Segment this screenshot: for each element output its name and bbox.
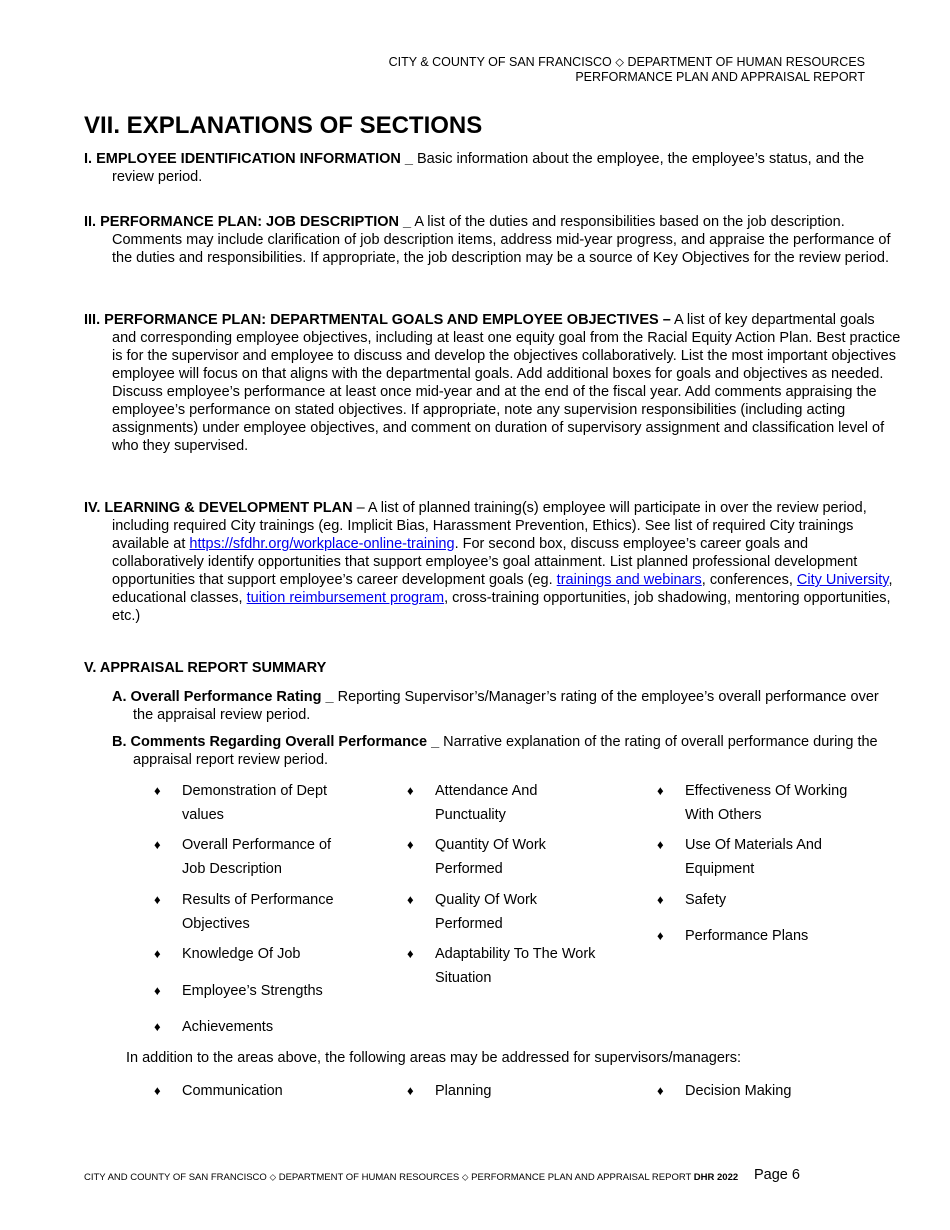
list-item-line: Objectives: [182, 916, 250, 932]
section-5-heading: V. APPRAISAL REPORT SUMMARY: [84, 660, 327, 676]
section-4-text-4: , educational classes,: [112, 572, 893, 606]
supervisor-note: In addition to the areas above, the following areas may be addressed for supervisors/managers:: [126, 1050, 741, 1066]
list-item-line: Job Description: [182, 861, 282, 877]
footer-code: DHR 2022: [693, 1172, 739, 1183]
diamond-bullet-icon: ♦: [657, 928, 664, 943]
online-training-link[interactable]: https://sfdhr.org/workplace-online-training: [189, 536, 455, 552]
list-item-line: Knowledge Of Job: [182, 946, 301, 962]
subsection-b: [112, 733, 893, 769]
list-item-line: Planning: [435, 1083, 492, 1099]
footer-text: CITY AND COUNTY OF SAN FRANCISCO ⬦ DEPARTMENT OF HUMAN RESOURCES ⬦ PERFORMANCE PLAN AND APPRAISAL REPORT: [84, 1172, 694, 1183]
section-2-text: A list of the duties and responsibilities based on the job description. Comments may include clarification of job description items, address mid-year progress, and appraise the performance of the duties and responsibilities. If appropriate, the job description may be a source of Key Objectives for the review period.: [112, 214, 891, 266]
list-item-line: Demonstration of Dept: [182, 783, 328, 799]
diamond-bullet-icon: ♦: [657, 783, 664, 798]
list-item-line: Achievements: [182, 1019, 274, 1035]
subsection-b-text: Narrative explanation of the rating of overall performance during the appraisal report review period.: [133, 734, 878, 768]
diamond-bullet-icon: ♦: [154, 983, 161, 998]
list-item-line: Attendance And: [435, 783, 538, 799]
list-item-line: Decision Making: [685, 1083, 792, 1099]
section-2-heading: II. PERFORMANCE PLAN: JOB DESCRIPTION _: [84, 214, 412, 230]
list-item-line: Performance Plans: [685, 928, 809, 944]
diamond-bullet-icon: ♦: [407, 946, 414, 961]
diamond-bullet-icon: ♦: [154, 1019, 161, 1034]
list-item-line: With Others: [685, 807, 762, 823]
diamond-bullet-icon: ♦: [407, 1083, 414, 1098]
section-3: [84, 311, 902, 455]
diamond-bullet-icon: ♦: [407, 892, 414, 907]
section-4-text-1: – A list of planned training(s) employee will participate in over the review period, including required City trainings (eg. Implicit Bias, Harassment Prevention, Ethics). See list of required City trainings available at: [112, 500, 867, 552]
section-1: [84, 150, 902, 186]
diamond-bullet-icon: ♦: [154, 1083, 161, 1098]
list-item-line: values: [182, 807, 224, 823]
tuition-reimbursement-link[interactable]: tuition reimbursement program: [246, 590, 445, 606]
section-1-heading: I. EMPLOYEE IDENTIFICATION INFORMATION _: [84, 151, 413, 167]
diamond-bullet-icon: ♦: [154, 946, 161, 961]
list-item-line: Effectiveness Of Working: [685, 783, 848, 799]
diamond-bullet-icon: ♦: [657, 892, 664, 907]
header-line-1: CITY & COUNTY OF SAN FRANCISCO ⬦ DEPARTMENT OF HUMAN RESOURCES: [388, 55, 865, 69]
diamond-bullet-icon: ♦: [154, 783, 161, 798]
trainings-webinars-link[interactable]: trainings and webinars: [556, 572, 702, 588]
list-item-line: Employee’s Strengths: [182, 983, 323, 999]
section-4: [84, 499, 902, 625]
diamond-bullet-icon: ♦: [407, 783, 414, 798]
section-3-heading: III. PERFORMANCE PLAN: DEPARTMENTAL GOALS AND EMPLOYEE OBJECTIVES –: [84, 312, 671, 328]
list-item-line: Quality Of Work: [435, 892, 538, 908]
list-item-line: Punctuality: [435, 807, 506, 823]
list-item-line: Performed: [435, 916, 503, 932]
list-item-line: Performed: [435, 861, 503, 877]
list-item-line: Situation: [435, 970, 492, 986]
page-title: VII. EXPLANATIONS OF SECTIONS: [84, 112, 483, 139]
diamond-bullet-icon: ♦: [154, 892, 161, 907]
section-4-text-3: , conferences,: [701, 572, 797, 588]
section-4-text-5: , cross-training opportunities, job shadowing, mentoring opportunities, etc.): [112, 590, 891, 624]
list-item-line: Results of Performance: [182, 892, 334, 908]
diamond-bullet-icon: ♦: [657, 837, 664, 852]
city-university-link[interactable]: City University: [796, 572, 889, 588]
subsection-b-heading: B. Comments Regarding Overall Performance _: [112, 734, 440, 750]
section-2: [84, 213, 902, 267]
footer: [84, 1172, 738, 1183]
diamond-bullet-icon: ♦: [407, 837, 414, 852]
list-item-line: Use Of Materials And: [685, 837, 822, 853]
list-item-line: Communication: [182, 1083, 283, 1099]
section-1-text: Basic information about the employee, the employee’s status, and the review period.: [112, 151, 865, 185]
page-number: Page 6: [754, 1167, 800, 1183]
list-item-line: Equipment: [685, 861, 755, 877]
section-3-text: A list of key departmental goals and corresponding employee objectives, including at least one equity goal from the Racial Equity Action Plan. Best practice is for the supervisor and employee to discuss and develop the objectives collaboratively. List the most important objectives employee will focus on that aligns with the departmental goals. Add additional boxes for goals and objectives as needed. Discuss employee’s performance at least once mid-year and at the end of the fiscal year. Add comments appraising the employee’s performance on stated objectives. If appropriate, note any supervision responsibilities (including acting assignments) under employee objectives, and comment on duration of supervisory assignment and classification level of who they supervised.: [112, 312, 901, 454]
section-4-heading: IV. LEARNING & DEVELOPMENT PLAN: [84, 500, 353, 516]
diamond-bullet-icon: ♦: [154, 837, 161, 852]
list-item-line: Overall Performance of: [182, 837, 332, 853]
subsection-a-text: Reporting Supervisor’s/Manager’s rating of the employee’s overall performance over the appraisal review period.: [133, 689, 879, 723]
list-item-line: Safety: [685, 892, 727, 908]
subsection-a-heading: A. Overall Performance Rating _: [112, 689, 334, 705]
subsection-a: [112, 688, 893, 724]
list-item-line: Quantity Of Work: [435, 837, 546, 853]
diamond-bullet-icon: ♦: [657, 1083, 664, 1098]
list-item-line: Adaptability To The Work: [435, 946, 596, 962]
header-line-2: PERFORMANCE PLAN AND APPRAISAL REPORT: [575, 70, 865, 84]
section-4-text-2: . For second box, discuss employee’s career goals and collaboratively identify opportunities that support employee’s goal attainment. List planned professional development opportunities that support employee’s career development goals (eg.: [112, 536, 858, 588]
